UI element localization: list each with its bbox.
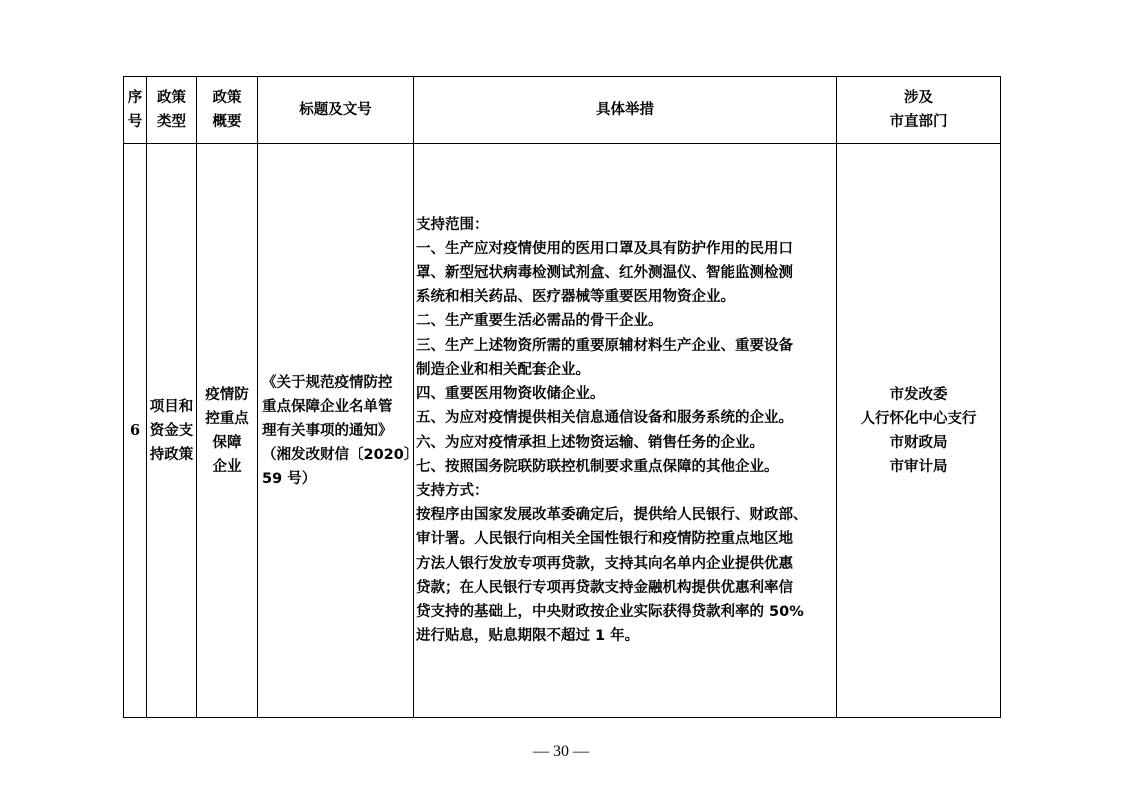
header-policy-type: 政策 类型 — [147, 77, 197, 144]
measures-line: 罩、新型冠状病毒检测试剂盒、红外测温仪、智能监测检测 — [416, 265, 793, 282]
page-number: — 30 — — [533, 743, 589, 760]
cell-policy-summary: 疫情防 控重点 保障 企业 — [197, 144, 258, 718]
measures-line: 四、重要医用物资收储企业。 — [416, 386, 605, 403]
header-policy-summary: 政策 概要 — [197, 77, 258, 144]
cell-measures — [414, 144, 837, 718]
header-measures: 具体举措 — [414, 77, 837, 144]
measures-line: 审计署。人民银行向相关全国性银行和疫情防控重点地区地 — [416, 531, 793, 548]
measures-line: 制造企业和相关配套企业。 — [416, 361, 590, 378]
table-row — [124, 144, 1001, 718]
header-title-doc: 标题及文号 — [258, 77, 414, 144]
header-departments: 涉及 市直部门 — [837, 77, 1001, 144]
measures-line: 按程序由国家发展改革委确定后，提供给人民银行、财政部、 — [416, 507, 808, 524]
measures-line: 贷支持的基础上，中央财政按企业实际获得贷款利率的 50% — [416, 603, 804, 620]
cell-departments: 市发改委 人行怀化中心支行 市财政局 市审计局 — [837, 144, 1001, 718]
measures-line: 三、生产上述物资所需的重要原辅材料生产企业、重要设备 — [416, 337, 793, 354]
measures-line: 支持方式： — [416, 482, 489, 499]
cell-title-doc: 《关于规范疫情防控 重点保障企业名单管 理有关事项的通知》 （湘发改财信〔2020〕 59 号） — [258, 144, 414, 718]
table-header-row — [124, 77, 1001, 144]
measures-line: 进行贴息，贴息期限不超过 1 年。 — [416, 628, 640, 645]
measures-line: 一、生产应对疫情使用的医用口罩及具有防护作用的民用口 — [416, 240, 793, 257]
cell-policy-type: 项目和 资金支 持政策 — [147, 144, 197, 718]
measures-line: 方法人银行发放专项再贷款，支持其向名单内企业提供优惠 — [416, 555, 793, 572]
measures-line: 支持范围： — [416, 216, 489, 233]
measures-line: 七、按照国务院联防联控机制要求重点保障的其他企业。 — [416, 458, 779, 475]
policy-table — [123, 76, 1001, 718]
cell-seq: 6 — [124, 144, 147, 718]
measures-line: 六、为应对疫情承担上述物资运输、销售任务的企业。 — [416, 434, 764, 451]
measures-line: 二、生产重要生活必需品的骨干企业。 — [416, 313, 663, 330]
measures-line: 系统和相关药品、医疗器械等重要医用物资企业。 — [416, 289, 735, 306]
measures-line: 五、为应对疫情提供相关信息通信设备和服务系统的企业。 — [416, 410, 793, 427]
header-seq: 序 号 — [124, 77, 147, 144]
measures-line: 贷款；在人民银行专项再贷款支持金融机构提供优惠利率信 — [416, 579, 793, 596]
